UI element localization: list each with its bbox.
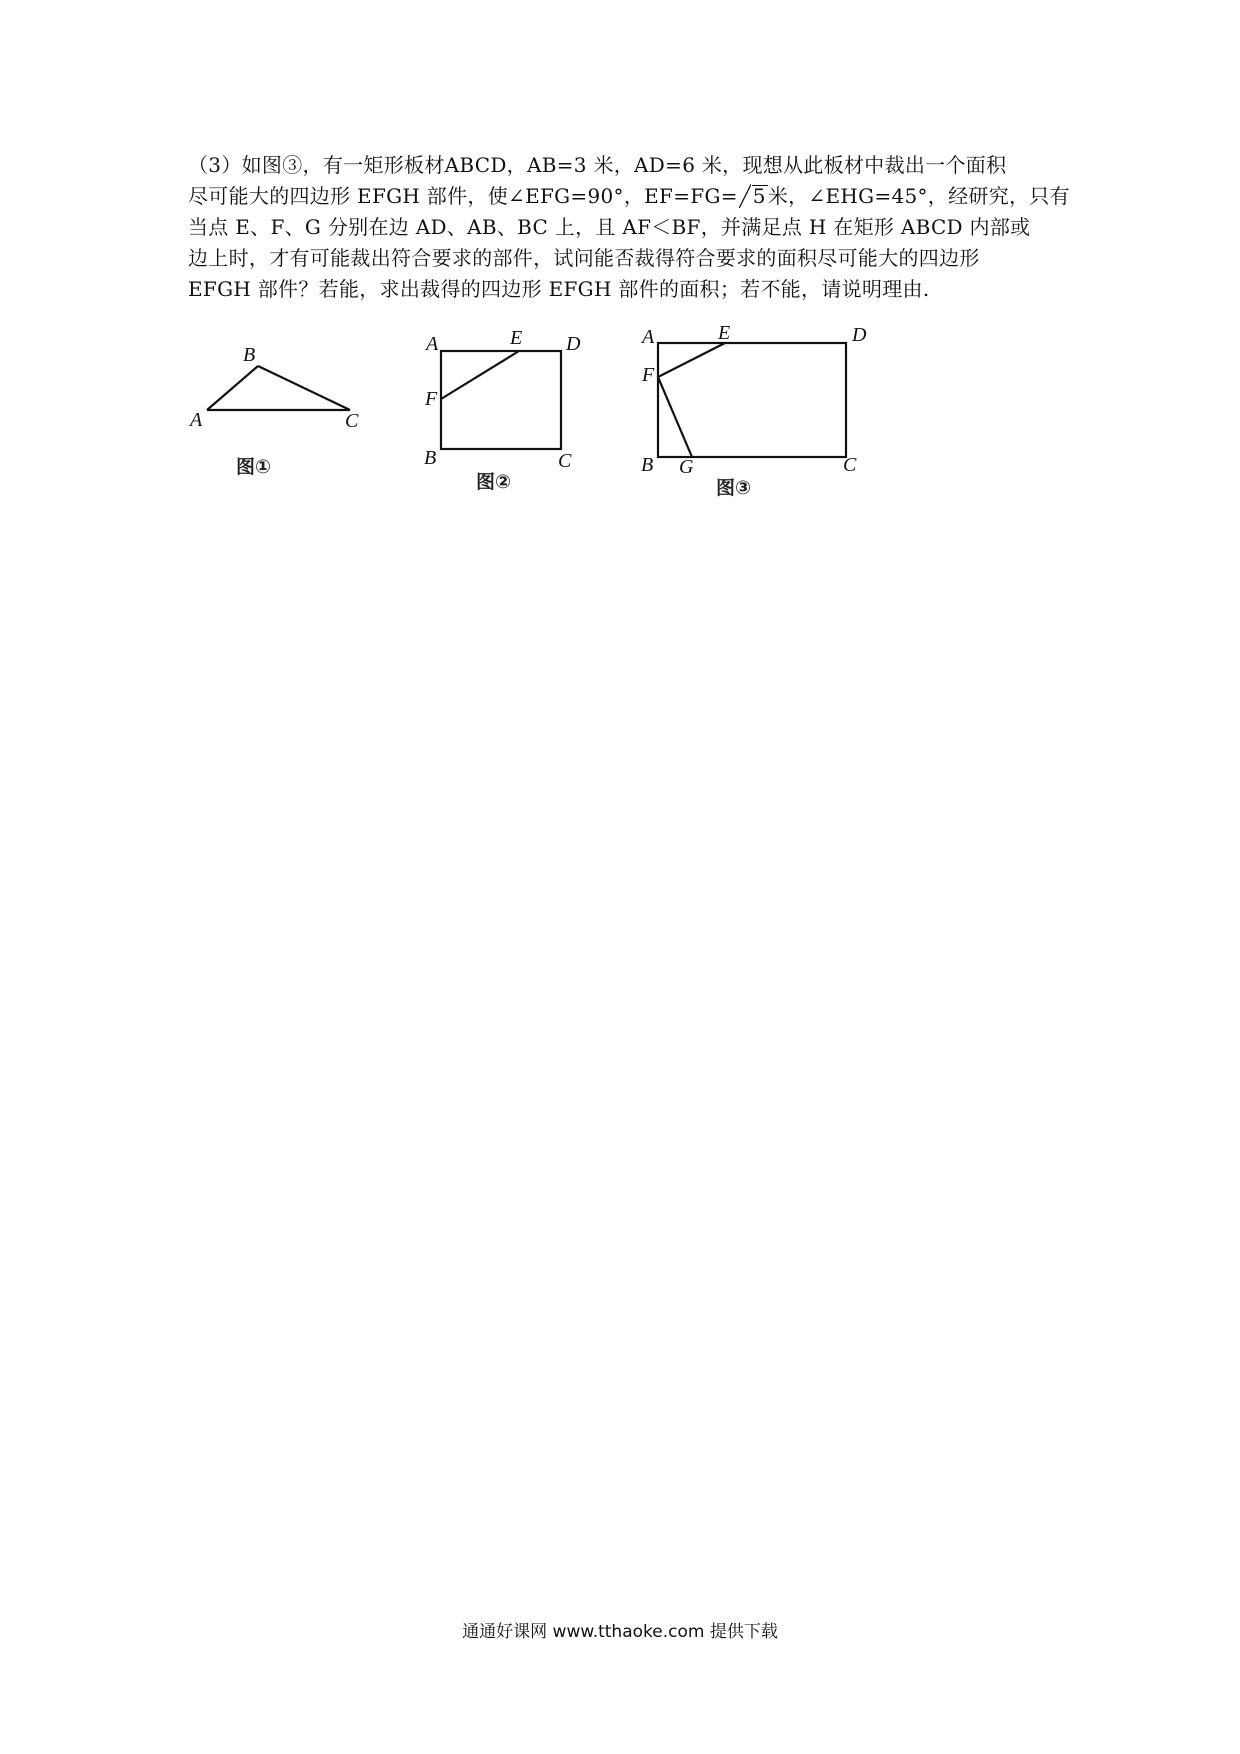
point-b-label: B [243,344,256,366]
point-f-label-2: F [425,388,438,410]
point-a-label-2: A [426,333,439,355]
problem-line-1: （3）如图③，有一矩形板材ABCD，AB=3 米，AD=6 米，现想从此板材中裁出一个面积 [188,153,1007,177]
problem-line-5: EFGH 部件？若能，求出裁得的四边形 EFGH 部件的面积；若不能，请说明理由. [188,277,930,301]
point-c-label-2: C [558,450,572,472]
point-f-label-3: F [642,364,655,386]
point-c-label: C [345,410,359,432]
segment-ef-3 [658,343,725,377]
problem-line-2-tail: 米，∠EHG=45°，经研究，只有 [767,184,1070,208]
sqrt-radicand: 5 [752,184,766,208]
point-e-label-3: E [718,322,731,344]
footer-text: 通通好课网 www.tthaoke.com 提供下载 [462,1622,778,1642]
figure-3-caption: 图③ [716,477,752,499]
figure-2-caption: 图② [476,471,512,493]
segment-fg-3 [658,377,692,457]
problem-line-4: 边上时，才有可能裁出符合要求的部件，试问能否裁得符合要求的面积尽可能大的四边形 [188,246,980,270]
point-g-label-3: G [679,456,694,478]
problem-line-2-head: 尽可能大的四边形 EFGH 部件，使∠EFG=90°，EF=FG= [188,184,738,208]
point-a-label: A [190,409,203,431]
point-c-label-3: C [843,454,857,476]
point-a-label-3: A [642,326,655,348]
point-b-label-3: B [641,454,654,476]
figure-1-caption: 图① [236,456,272,478]
point-d-label-2: D [566,333,581,355]
point-e-label-2: E [510,327,523,349]
point-d-label-3: D [852,324,867,346]
figure-3-diagram [0,0,1240,500]
point-b-label-2: B [424,447,437,469]
rect-abcd-3 [658,343,846,457]
problem-line-3: 当点 E、F、G 分别在边 AD、AB、BC 上，且 AF＜BF，并满足点 H 在矩形 ABCD 内部或 [188,215,1031,239]
